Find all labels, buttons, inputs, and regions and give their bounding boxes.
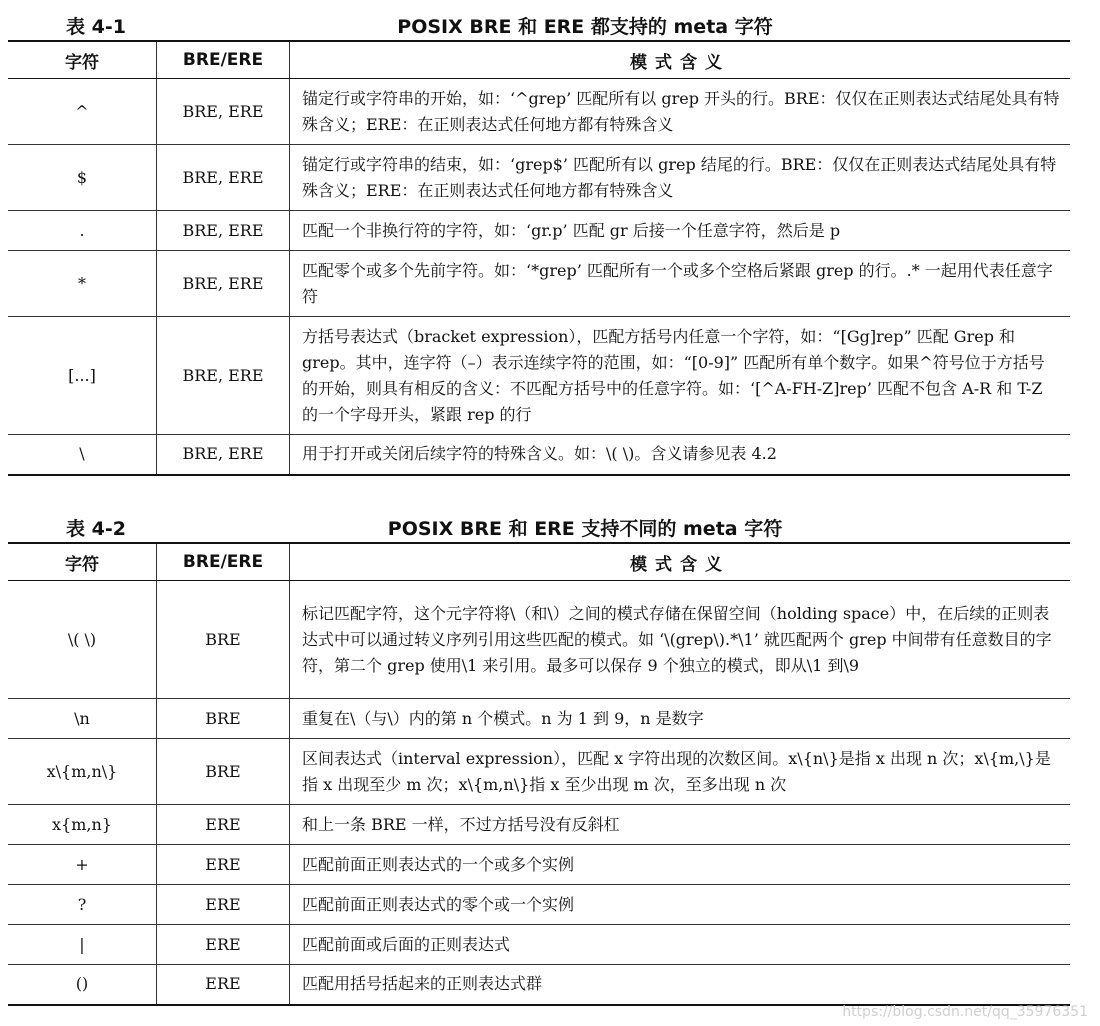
header-meaning: 模式含义 [290,41,1071,79]
header-meaning: 模式含义 [290,543,1071,581]
table-row [8,435,1070,475]
cell-char: [...] [8,317,157,435]
cell-meaning: 重复在\（与\）内的第 n 个模式。n 为 1 到 9，n 是数字 [290,699,1071,739]
table-title: POSIX BRE 和 ERE 支持不同的 meta 字符 [387,518,783,540]
cell-meaning: 匹配前面正则表达式的一个或多个实例 [290,845,1071,885]
cell-meaning: 方括号表达式（bracket expression），匹配方括号内任意一个字符，如：“[Gg]rep” 匹配 Grep 和 grep。其中，连字符（–）表示连续字符的范围，如：“[0-9]” 匹配所有单个数字。如果^符号位于方括号的开始，则具有相反的含义：不匹配方括号中的任意字符。如：‘[^A-FH-Z]rep’ 匹配不包含 A-R 和 T-Z 的一个字母开头，紧跟 rep 的行 [290,317,1071,435]
table-row [8,251,1070,317]
cell-char: ^ [8,79,157,145]
cell-type: ERE [157,805,290,845]
table-row [8,739,1070,805]
table-row [8,965,1070,1005]
cell-meaning: 区间表达式（interval expression），匹配 x 字符出现的次数区间。x\{n\}是指 x 出现 n 次；x\{m,\}是指 x 出现至少 m 次；x\{m,n\}指 x 至少出现 m 次，至多出现 n 次 [290,739,1071,805]
header-char: 字符 [8,41,157,79]
cell-meaning: 锚定行或字符串的开始，如：‘^grep’ 匹配所有以 grep 开头的行。BRE：仅仅在正则表达式结尾处具有特殊含义；ERE：在正则表达式任何地方都有特殊含义 [290,79,1071,145]
cell-type: ERE [157,845,290,885]
table-row [8,79,1070,145]
table-number: 表 4-1 [66,16,126,38]
cell-char: \( \) [8,581,157,699]
table-title: POSIX BRE 和 ERE 都支持的 meta 字符 [397,16,773,38]
cell-char: | [8,925,157,965]
cell-type: BRE, ERE [157,435,290,475]
cell-type: BRE, ERE [157,145,290,211]
table-row [8,145,1070,211]
header-char: 字符 [8,543,157,581]
cell-char: \ [8,435,157,475]
cell-type: BRE [157,699,290,739]
table-row [8,885,1070,925]
cell-type: BRE [157,739,290,805]
cell-char: x\{m,n\} [8,739,157,805]
table-number: 表 4-2 [66,518,126,540]
watermark: https://blog.csdn.net/qq_35976351 [842,1004,1088,1020]
cell-meaning: 锚定行或字符串的结束，如：‘grep$’ 匹配所有以 grep 结尾的行。BRE：仅仅在正则表达式结尾处具有特殊含义；ERE：在正则表达式任何地方都有特殊含义 [290,145,1071,211]
table-row [8,925,1070,965]
header-row [8,41,1070,79]
table-4-1-caption [0,6,1100,40]
header-type: BRE/ERE [157,543,290,581]
cell-type: BRE, ERE [157,79,290,145]
cell-type: BRE, ERE [157,211,290,251]
table-row [8,805,1070,845]
cell-char: x{m,n} [8,805,157,845]
table-row [8,699,1070,739]
table-row [8,845,1070,885]
table-4-2-caption [0,508,1100,542]
table-4-1 [8,40,1070,476]
table-4-2 [8,542,1070,1006]
cell-char: $ [8,145,157,211]
cell-char: ? [8,885,157,925]
table-4-1-block [0,6,1100,476]
cell-char: * [8,251,157,317]
cell-meaning: 和上一条 BRE 一样，不过方括号没有反斜杠 [290,805,1071,845]
cell-meaning: 匹配零个或多个先前字符。如：‘*grep’ 匹配所有一个或多个空格后紧跟 grep 的行。.* 一起用代表任意字符 [290,251,1071,317]
cell-type: BRE [157,581,290,699]
table-row [8,317,1070,435]
cell-char: \n [8,699,157,739]
header-row [8,543,1070,581]
cell-type: BRE, ERE [157,251,290,317]
table-row [8,211,1070,251]
header-type: BRE/ERE [157,41,290,79]
cell-meaning: 匹配一个非换行符的字符，如：‘gr.p’ 匹配 gr 后接一个任意字符，然后是 p [290,211,1071,251]
cell-char: () [8,965,157,1005]
cell-meaning: 匹配用括号括起来的正则表达式群 [290,965,1071,1005]
cell-type: ERE [157,885,290,925]
table-row [8,581,1070,699]
cell-char: + [8,845,157,885]
cell-meaning: 匹配前面正则表达式的零个或一个实例 [290,885,1071,925]
cell-char: . [8,211,157,251]
cell-type: BRE, ERE [157,317,290,435]
table-4-2-block [0,508,1100,1006]
cell-type: ERE [157,965,290,1005]
cell-meaning: 匹配前面或后面的正则表达式 [290,925,1071,965]
cell-meaning: 标记匹配字符，这个元字符将\（和\）之间的模式存储在保留空间（holding space）中，在后续的正则表达式中可以通过转义序列引用这些匹配的模式。如 ‘\(grep\).*\1’ 就匹配两个 grep 中间带有任意数目的字符，第二个 grep 使用\1 来引用。最多可以保存 9 个独立的模式，即从\1 到\9 [290,581,1071,699]
cell-type: ERE [157,925,290,965]
cell-meaning: 用于打开或关闭后续字符的特殊含义。如：\( \)。含义请参见表 4.2 [290,435,1071,475]
